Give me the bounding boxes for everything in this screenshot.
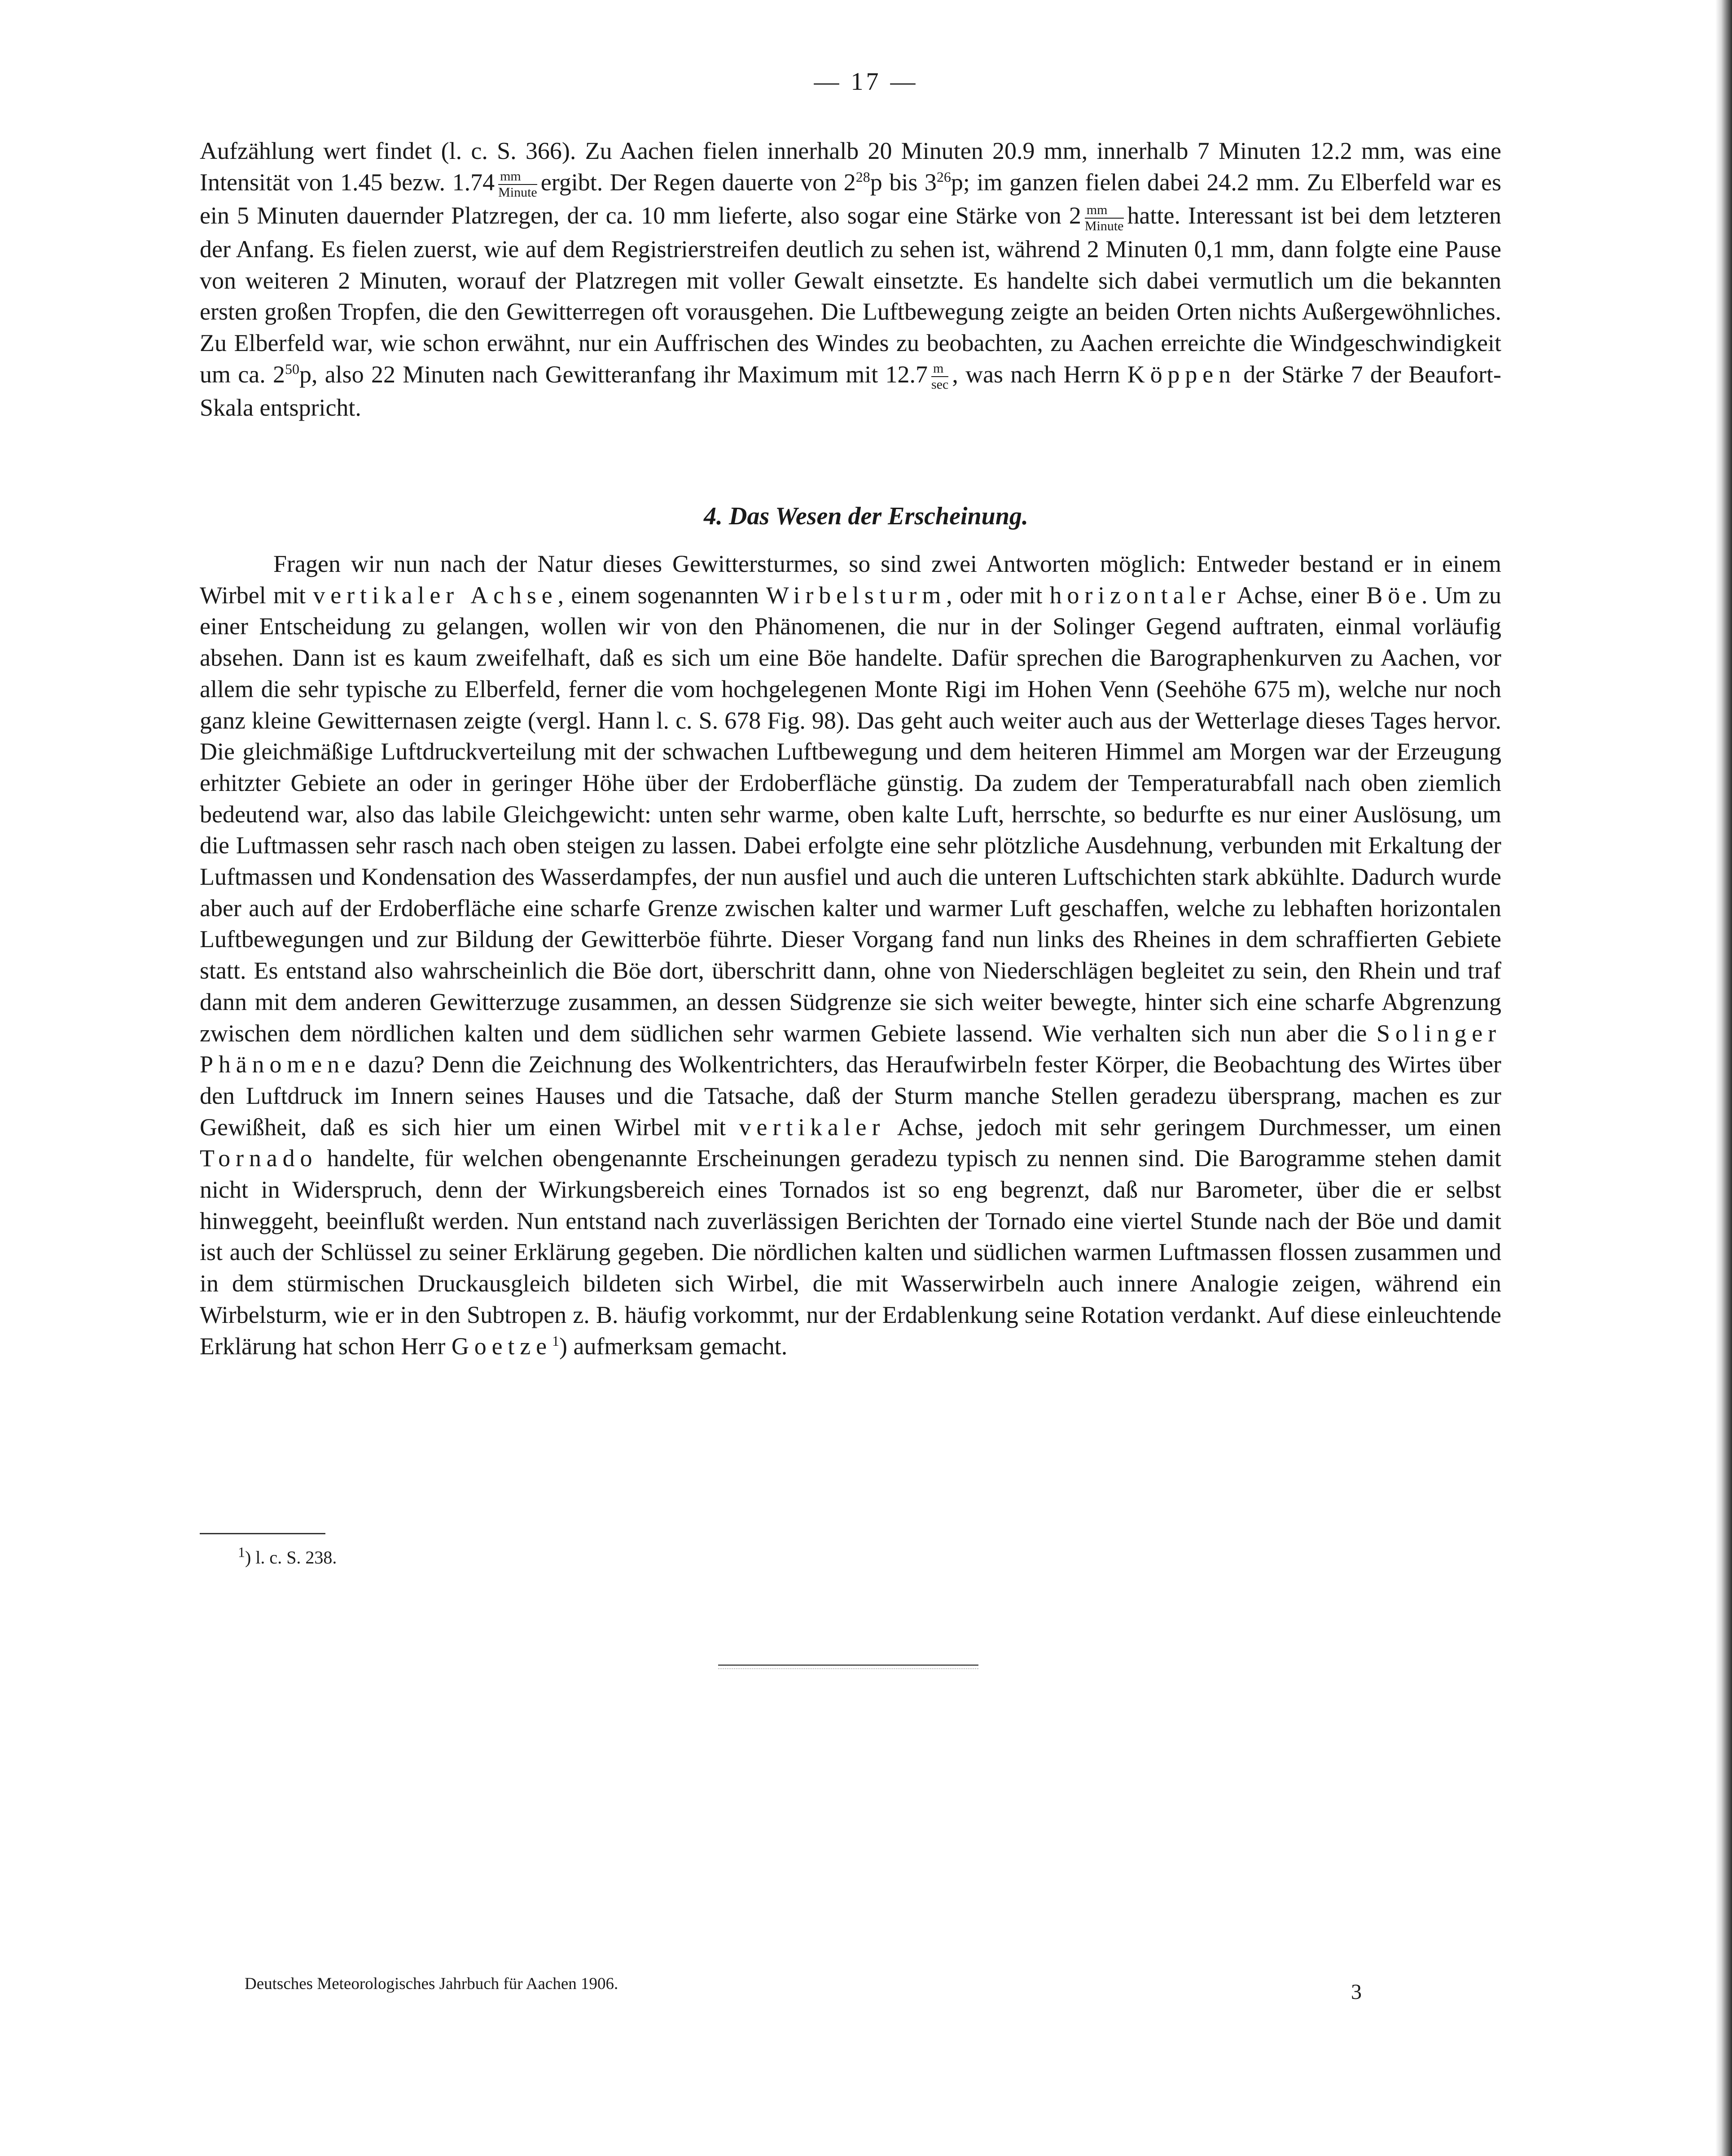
body-paragraph-continued bbox=[200, 136, 1501, 424]
spaced-name: Köppen bbox=[1127, 360, 1236, 388]
journal-footer: Deutsches Meteorologisches Jahrbuch für Aachen 1906. bbox=[245, 1975, 618, 1993]
scan-edge bbox=[1715, 0, 1732, 2156]
footnote-divider bbox=[200, 1533, 325, 1534]
body-paragraph bbox=[200, 549, 1501, 1362]
section-heading: 4. Das Wesen der Erscheinung. bbox=[704, 502, 1028, 530]
paragraph-text: Aufzählung wert findet (l. c. S. 366). Zu Aachen fielen innerhalb 20 Minuten 20.9 mm, innerhalb 7 Minuten 12.2 mm, was eine Intensität von 1.45 bezw. 1.74 $\frac{mm}{\text{Minute}}$ ergibt. Der Regen dauerte von $2^{28}p$ bis $3^{26}p$; im ganzen fielen dabei 24.2 mm. Zu Elberfeld war es ein 5 Minuten dauernder Platzregen, der ca. 10 mm lieferte, also sogar eine Stärke von 2 $\frac{mm}{\text{Minute}}$ hatte. Interessant ist bei dem letzteren der Anfang. Es fielen zuerst, wie auf dem Registrierstreifen deutlich zu sehen ist, während 2 Minuten 0,1 mm, dann folgte eine Pause von weiteren 2 Minuten, worauf der Platzregen mit voller Gewalt einsetzte. Es handelte sich dabei vermutlich um die bekannten ersten großen Tropfen, die den Gewitterregen oft vorausgehen. Die Luftbewegung zeigte an beiden Orten nichts Außergewöhnliches. Zu Elberfeld war, wie schon erwähnt, nur ein Auffrischen des Windes zu beobachten, zu Aachen erreichte die Windgeschwindigkeit um ca. $2^{50}p$, also 22 Minuten nach Gewitteranfang ihr Maximum mit 12.7 $\frac{m}{\sec}$ , was nach Herrn Köppen der Stärke 7 der Beaufort-Skala entspricht. bbox=[200, 137, 1502, 422]
paragraph-text: Fragen wir nun nach der Natur dieses Gewittersturmes, so sind zwei Antworten möglich: Entweder bestand er in einem Wirbel mit vertikaler Achse, einem sogenannten Wirbelsturm, oder mit horizontaler Achse, einer Böe. Um zu einer Entscheidung zu gelangen, wollen wir von den Phänomenen, die nur in der Solinger Gegend auftraten, einmal vorläufig absehen. Dann ist es kaum zweifelhaft, daß es sich um eine Böe handelte. Dafür sprechen die Barographenkurven zu Aachen, vor allem die sehr typische zu Elberfeld, ferner die vom hochgelegenen Monte Rigi im Hohen Venn (Seehöhe 675 m), welche nur noch ganz kleine Gewitternasen zeigte (vergl. Hann l. c. S. 678 Fig. 98). Das geht auch weiter auch aus der Wetterlage dieses Tages hervor. Die gleichmäßige Luftdruckverteilung mit der schwachen Luftbewegung und dem heiteren Himmel am Morgen war der Erzeugung erhitzter Gebiete an oder in geringer Höhe über der Erdoberfläche günstig. Da zudem der Temperaturabfall nach oben ziemlich bedeutend war, also das labile Gleichgewicht: unten sehr warme, oben kalte Luft, herrschte, so bedurfte es nur einer Auslösung, um die Luftmassen sehr rasch nach oben steigen zu lassen. Dabei erfolgte eine sehr plötzliche Ausdehnung, verbunden mit Erkaltung der Luftmassen und Kondensation des Wasserdampfes, der nun ausfiel und auch die unteren Luftschichten stark abkühlte. Dadurch wurde aber auch auf der Erdoberfläche eine scharfe Grenze zwischen kalter und warmer Luft geschaffen, welche zu lebhaften horizontalen Luftbewegungen und zur Bildung der Gewitterböe führte. Dieser Vorgang fand nun links des Rheines in dem schraffierten Gebiete statt. Es entstand also wahrscheinlich die Böe dort, überschritt dann, ohne von Niederschlägen begleitet zu sein, den Rhein und traf dann mit dem anderen Gewitterzuge zusammen, an dessen Südgrenze sie sich weiter bewegte, hinter sich eine scharfe Abgrenzung zwischen dem nördlichen kalten und dem südlichen sehr warmen Gebiete lassend. Wie verhalten sich nun aber die Solinger Phänomene dazu? Denn die Zeichnung des Wolkentrichters, das Heraufwirbeln fester Körper, die Beobachtung des Wirtes über den Luftdruck im Innern seines Hauses und die Tatsache, daß der Sturm manche Stellen geradezu übersprang, machen es zur Gewißheit, daß es sich hier um einen Wirbel mit vertikaler Achse, jedoch mit sehr geringem Durchmesser, um einen Tornado handelte, für welchen obengenannte Erscheinungen geradezu typisch zu nennen sind. Die Barogramme stehen damit nicht in Widerspruch, denn der Wirkungsbereich eines Tornados ist so eng begrenzt, daß nur Barometer, über die er selbst hinweggeht, beeinflußt werden. Nun entstand nach zuverlässigen Berichten der Tornado eine viertel Stunde nach der Böe und damit ist auch der Schlüssel zu seiner Erklärung gegeben. Die nördlichen kalten und südlichen warmen Luftmassen flossen zusammen und in dem stürmischen Druckausgleich bildeten sich Wirbel, die mit Wasserwirbeln auch innere Analogie zeigen, während ein Wirbelsturm, wie er in den Subtropen z. B. häufig vorkommt, nur der Erdablenkung seine Rotation verdankt. Auf diese einleuchtende Erklärung hat schon Herr Goetze$^1$) aufmerksam gemacht. bbox=[200, 550, 1502, 1360]
footnote-reference: 1 bbox=[552, 1332, 559, 1349]
sheet-number: 3 bbox=[1351, 1980, 1362, 2004]
unit-fraction: $\frac{m}{\sec}$ bbox=[931, 361, 949, 392]
unit-fraction: $\frac{mm}{\text{Minute}}$ bbox=[498, 169, 537, 200]
page-number: — 17 — bbox=[814, 68, 918, 96]
end-divider bbox=[718, 1664, 978, 1669]
footnote: $^1$) l. c. S. 238. bbox=[238, 1544, 337, 1568]
unit-fraction: $\frac{mm}{\text{Minute}}$ bbox=[1084, 202, 1124, 233]
